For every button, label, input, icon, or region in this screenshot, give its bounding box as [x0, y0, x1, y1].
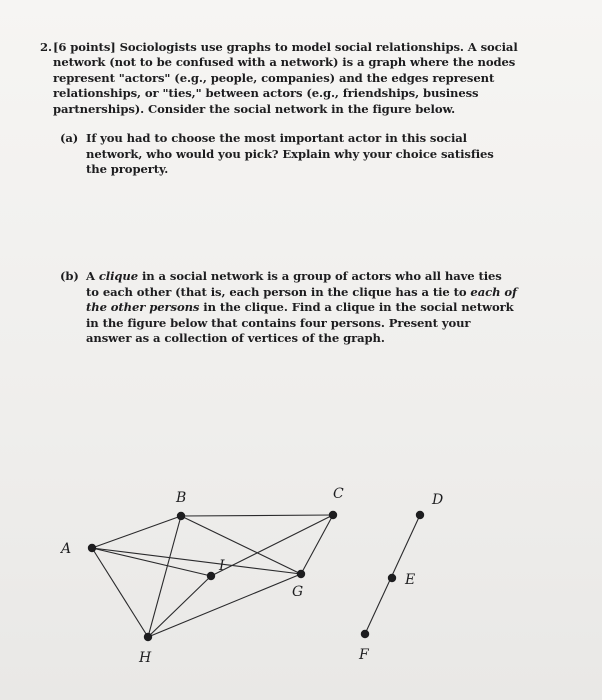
edge-H-G — [148, 574, 304, 637]
node-label-B: B — [176, 490, 187, 506]
part-a-question: If you had to choose the most important actor in this social network, who would you pick? Explain why your choice satisfies the property. — [86, 131, 494, 177]
node-F — [361, 630, 369, 638]
node-label-A: A — [61, 541, 72, 557]
node-label-D: D — [432, 492, 444, 508]
node-I — [207, 572, 215, 580]
edge-A-H — [92, 548, 148, 637]
part-a-label: (a) — [60, 131, 79, 145]
graph-labels — [59, 486, 443, 666]
node-E — [388, 574, 396, 582]
problem-statement: [6 points] Sociologists use graphs to model social relationships. A social network (not to be confused with a network) is a graph where the nodes represent "actors" (e.g., people, companies) and the edges represent relationships, or "ties," between actors (e.g., friendships, business partnerships). Consider the social network in the figure below. — [53, 40, 518, 116]
edge-B-G — [181, 516, 301, 574]
node-B — [177, 512, 185, 520]
node-label-I: I — [219, 558, 225, 574]
node-label-G: G — [292, 584, 304, 600]
edge-I-H — [148, 576, 211, 637]
edge-B-C — [181, 515, 333, 516]
edge-I-C — [211, 515, 333, 576]
edge-A-B — [92, 516, 181, 548]
part-b-label: (b) — [60, 269, 79, 283]
node-label-C: C — [333, 486, 344, 502]
node-D — [416, 511, 424, 519]
edge-B-H — [148, 516, 181, 637]
node-G — [297, 570, 305, 578]
edge-C-G — [301, 515, 333, 574]
node-label-F: F — [359, 647, 369, 663]
part-b-question: A clique in a social network is a group of actors who all have ties to each other (that is, each person in the clique has a tie to each of the other persons in the clique. Find a clique in the social network in the figure below that contains four persons. Present your answer as a collection of vertices of the graph. — [86, 269, 517, 346]
edge-A-G — [92, 548, 301, 574]
node-A — [88, 544, 96, 552]
problem-number: 2. — [40, 40, 52, 54]
edge-A-I — [92, 548, 211, 576]
graph-edges — [92, 515, 420, 637]
node-label-H: H — [139, 650, 152, 666]
node-H — [144, 633, 152, 641]
node-label-E: E — [405, 572, 416, 588]
node-C — [329, 511, 337, 519]
